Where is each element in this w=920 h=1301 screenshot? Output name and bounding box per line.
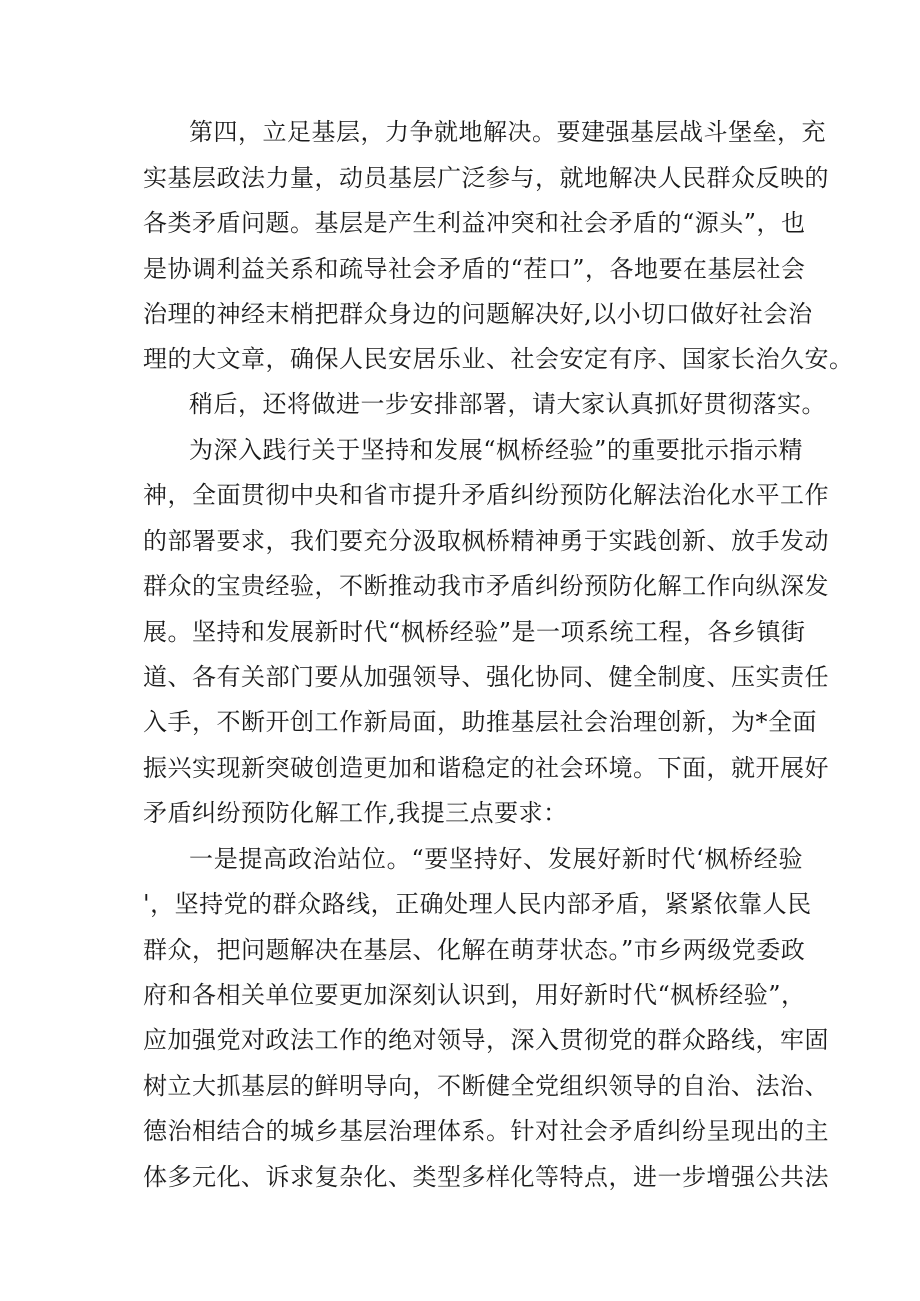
paragraph-3-line-6: 道、各有关部门要从加强领导、强化协同、健全制度、压实责任 [143,663,829,691]
paragraph-3-line-3: 的部署要求，我们要充分汲取枫桥精神勇于实践创新、放手发动 [143,527,829,555]
paragraph-1-line-5: 治理的神经末梢把群众身边的问题解决好,以小切口做好社会治 [143,300,813,328]
paragraph-3-line-8: 振兴实现新突破创造更加和谐稳定的社会环境。下面，就开展好 [143,754,829,782]
paragraph-3-line-1: 为深入践行关于坚持和发展“枫桥经验”的重要批示指示精 [189,436,803,464]
paragraph-4-line-2: '，坚持党的群众路线，正确处理人民内部矛盾，紧紧依靠人民 [143,890,812,918]
paragraph-4-line-5: 应加强党对政法工作的绝对领导，深入贯彻党的群众路线，牢固 [143,1026,829,1054]
paragraph-1-line-2: 实基层政法力量，动员基层广泛参与，就地解决人民群众反映的 [143,164,829,192]
paragraph-4-line-1: 一是提高政治站位。“要坚持好、发展好新时代‘枫桥经验 [189,845,803,873]
paragraph-2-line-1: 稍后，还将做进一步安排部署，请大家认真抓好贯彻落实。 [189,390,826,418]
paragraph-3-line-7: 入手，不断开创工作新局面，助推基层社会治理创新，为*全面 [143,708,817,736]
paragraph-1-line-1: 第四，立足基层，力争就地解决。要建强基层战斗堡垒，充 [189,118,826,146]
paragraph-4-line-8: 体多元化、诉求复杂化、类型多样化等特点，进一步增强公共法 [143,1163,829,1191]
paragraph-3-line-9: 矛盾纠纷预防化解工作,我提三点要求： [143,799,568,827]
paragraph-3-line-2: 神，全面贯彻中央和省市提升矛盾纠纷预防化解法治化水平工作 [143,481,829,509]
paragraph-1-line-3: 各类矛盾问题。基层是产生利益冲突和社会矛盾的“源头”，也 [143,209,806,237]
paragraph-4-line-3: 群众，把问题解决在基层、化解在萌芽状态。”市乡两级党委政 [143,936,806,964]
paragraph-1-line-6: 理的大文章，确保人民安居乐业、社会安定有序、国家长治久安。 [143,345,854,373]
paragraph-3-line-5: 展。坚持和发展新时代“枫桥经验”是一项系统工程，各乡镇街 [143,618,806,646]
paragraph-3-line-4: 群众的宝贵经验，不断推动我市矛盾纠纷预防化解工作向纵深发 [143,572,829,600]
paragraph-4-line-7: 德治相结合的城乡基层治理体系。针对社会矛盾纠纷呈现出的主 [143,1117,829,1145]
paragraph-1-line-4: 是协调利益关系和疏导社会矛盾的“茬口”，各地要在基层社会 [143,255,806,283]
paragraph-4-line-4: 府和各相关单位要更加深刻认识到，用好新时代“枫桥经验”， [143,981,806,1009]
paragraph-4-line-6: 树立大抓基层的鲜明导向，不断健全党组织领导的自治、法治、 [143,1072,829,1100]
